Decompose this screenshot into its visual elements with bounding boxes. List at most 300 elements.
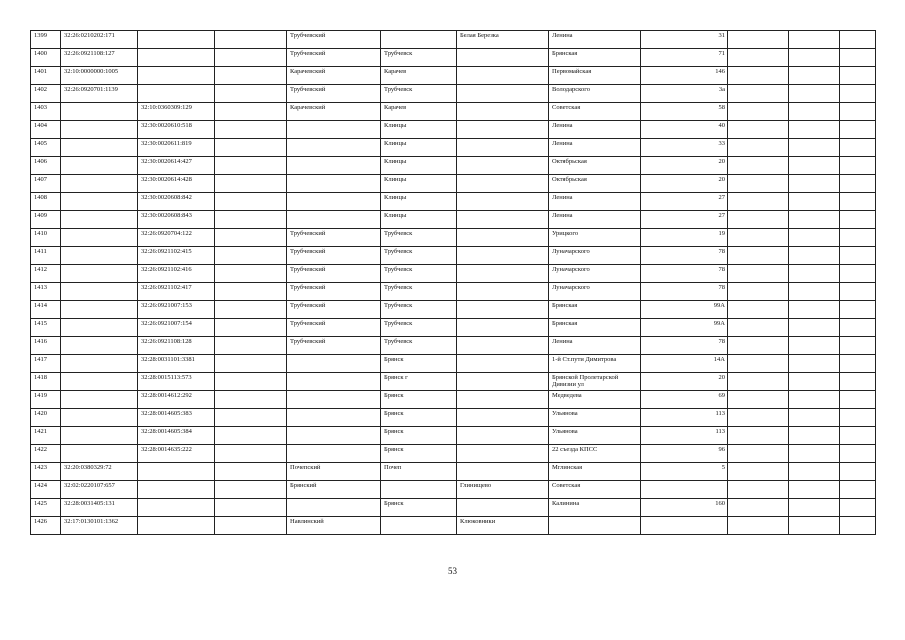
cell-empty-col [215,517,287,535]
cell-extra-col-2 [789,355,840,373]
cell-empty-col [215,103,287,121]
cell-district [287,175,381,193]
cell-settlement [457,121,549,139]
cell-cadastral-number [61,409,138,427]
cell-empty-col [215,427,287,445]
cell-street: Ленина [549,139,641,157]
cell-cadastral-number-2: 32:26:0921108:128 [138,337,215,355]
cell-house-number: 96 [641,445,728,463]
cell-cadastral-number: 32:10:0000000:1005 [61,67,138,85]
cell-district [287,355,381,373]
cell-extra-col-2 [789,517,840,535]
table-row [31,481,876,499]
cell-extra-col-1 [728,301,789,319]
cell-cadastral-number-2: 32:26:0920704:122 [138,229,215,247]
cell-cadastral-number [61,391,138,409]
cell-extra-col-2 [789,175,840,193]
cell-cadastral-number: 32:02:0220107:657 [61,481,138,499]
cell-district [287,427,381,445]
cell-extra-col-3 [840,49,876,67]
cell-extra-col-2 [789,157,840,175]
cell-extra-col-1 [728,175,789,193]
cell-cadastral-number-2 [138,49,215,67]
cell-cadastral-number [61,301,138,319]
cell-row-number: 1421 [31,427,61,445]
cell-cadastral-number-2: 32:30:0020608:843 [138,211,215,229]
cell-settlement [457,175,549,193]
cell-cadastral-number [61,157,138,175]
cell-cadastral-number-2: 32:28:0014605:384 [138,427,215,445]
cell-city: Клинцы [381,121,457,139]
cell-extra-col-3 [840,265,876,283]
cell-street: 22 съезда КПСС [549,445,641,463]
cell-extra-col-1 [728,67,789,85]
cell-street: Луначарского [549,265,641,283]
cell-extra-col-2 [789,445,840,463]
cell-settlement [457,229,549,247]
cell-extra-col-2 [789,193,840,211]
cell-house-number: 71 [641,49,728,67]
cell-district: Трубчевский [287,265,381,283]
cell-empty-col [215,301,287,319]
cell-extra-col-2 [789,121,840,139]
cell-extra-col-3 [840,67,876,85]
cell-cadastral-number-2: 32:26:0921102:415 [138,247,215,265]
cell-house-number: 113 [641,409,728,427]
cell-city: Трубчевск [381,319,457,337]
cell-extra-col-2 [789,301,840,319]
table-row [31,31,876,49]
cell-cadastral-number [61,445,138,463]
cell-city: Брянск [381,445,457,463]
cell-extra-col-3 [840,283,876,301]
cell-district [287,121,381,139]
cell-house-number: 146 [641,67,728,85]
cell-house-number: 20 [641,157,728,175]
cell-extra-col-1 [728,355,789,373]
cell-extra-col-1 [728,445,789,463]
cell-settlement [457,283,549,301]
cell-city: Брянск [381,427,457,445]
cell-extra-col-2 [789,67,840,85]
cell-city: Почеп [381,463,457,481]
cell-street: Советская [549,103,641,121]
cell-cadastral-number-2: 32:30:0020614:427 [138,157,215,175]
cell-extra-col-2 [789,211,840,229]
cell-settlement [457,139,549,157]
cell-street: Октябрьская [549,175,641,193]
cell-empty-col [215,445,287,463]
cell-street: Ленина [549,211,641,229]
cell-extra-col-3 [840,391,876,409]
cell-extra-col-1 [728,247,789,265]
cell-settlement [457,247,549,265]
cell-cadastral-number [61,211,138,229]
cell-extra-col-1 [728,31,789,49]
cell-row-number: 1417 [31,355,61,373]
cell-extra-col-3 [840,229,876,247]
cell-empty-col [215,319,287,337]
cell-extra-col-3 [840,121,876,139]
cell-district [287,391,381,409]
cell-extra-col-1 [728,157,789,175]
cell-district [287,409,381,427]
cell-settlement [457,85,549,103]
cell-cadastral-number-2 [138,67,215,85]
cell-district: Трубчевский [287,301,381,319]
cell-district: Трубчевский [287,319,381,337]
cell-street: Брянская [549,49,641,67]
cell-city: Клинцы [381,211,457,229]
cell-extra-col-3 [840,373,876,391]
cell-row-number: 1412 [31,265,61,283]
cell-extra-col-1 [728,373,789,391]
table-row [31,175,876,193]
cell-house-number: 20 [641,373,728,391]
cell-row-number: 1420 [31,409,61,427]
cell-street: Брянской Пролетарской Дивизии ул [549,373,641,391]
cell-empty-col [215,355,287,373]
cell-house-number: 99А [641,319,728,337]
cell-cadastral-number [61,247,138,265]
cell-settlement: Глинищево [457,481,549,499]
cell-house-number: 14А [641,355,728,373]
cell-row-number: 1414 [31,301,61,319]
cell-row-number: 1406 [31,157,61,175]
cell-street: Ленина [549,121,641,139]
cell-cadastral-number: 32:17:0130101:1362 [61,517,138,535]
cell-row-number: 1400 [31,49,61,67]
cell-extra-col-1 [728,319,789,337]
table-row [31,229,876,247]
cell-extra-col-3 [840,301,876,319]
cell-settlement [457,409,549,427]
cell-row-number: 1411 [31,247,61,265]
cell-row-number: 1401 [31,67,61,85]
cell-city [381,481,457,499]
cell-house-number [641,481,728,499]
cell-extra-col-2 [789,337,840,355]
cell-row-number: 1399 [31,31,61,49]
cell-house-number [641,517,728,535]
cell-settlement [457,193,549,211]
cell-empty-col [215,265,287,283]
cell-extra-col-1 [728,85,789,103]
cell-district [287,373,381,391]
cell-row-number: 1402 [31,85,61,103]
cell-extra-col-1 [728,265,789,283]
cell-settlement [457,445,549,463]
table-row [31,301,876,319]
cell-house-number: 69 [641,391,728,409]
cell-settlement [457,301,549,319]
cell-settlement [457,463,549,481]
cell-extra-col-1 [728,517,789,535]
cell-empty-col [215,67,287,85]
cell-empty-col [215,229,287,247]
cell-cadastral-number [61,283,138,301]
cell-house-number: 3а [641,85,728,103]
cell-house-number: 27 [641,193,728,211]
cell-street: Брянская [549,319,641,337]
cell-empty-col [215,157,287,175]
cell-cadastral-number [61,265,138,283]
cell-district: Карачевский [287,67,381,85]
cell-cadastral-number-2: 32:28:0014612:292 [138,391,215,409]
cell-house-number: 160 [641,499,728,517]
cell-extra-col-3 [840,337,876,355]
cell-city: Трубчевск [381,229,457,247]
cell-cadastral-number-2: 32:30:0020611:819 [138,139,215,157]
cell-empty-col [215,121,287,139]
cell-city: Клинцы [381,157,457,175]
cell-extra-col-1 [728,283,789,301]
cell-extra-col-1 [728,337,789,355]
cell-empty-col [215,247,287,265]
cell-cadastral-number-2: 32:26:0921007:153 [138,301,215,319]
table-row [31,355,876,373]
cell-city [381,31,457,49]
cell-city [381,517,457,535]
cell-empty-col [215,481,287,499]
cell-cadastral-number-2 [138,31,215,49]
cell-extra-col-1 [728,481,789,499]
table-row [31,337,876,355]
table-row [31,427,876,445]
cell-row-number: 1407 [31,175,61,193]
cell-extra-col-3 [840,463,876,481]
cell-row-number: 1408 [31,193,61,211]
cell-district: Трубчевский [287,337,381,355]
cell-city: Брянск [381,499,457,517]
cell-city: Карачев [381,67,457,85]
cell-city: Клинцы [381,139,457,157]
cell-extra-col-1 [728,499,789,517]
cell-house-number: 78 [641,283,728,301]
cell-district [287,499,381,517]
cell-extra-col-2 [789,319,840,337]
cell-extra-col-2 [789,247,840,265]
cell-extra-col-3 [840,247,876,265]
cell-city: Трубчевск [381,265,457,283]
cell-district: Трубчевский [287,229,381,247]
cell-settlement [457,355,549,373]
cell-row-number: 1405 [31,139,61,157]
cell-row-number: 1410 [31,229,61,247]
cell-settlement [457,337,549,355]
table-row [31,49,876,67]
cell-settlement [457,499,549,517]
cell-cadastral-number [61,427,138,445]
cell-empty-col [215,211,287,229]
cell-street: Мглинская [549,463,641,481]
cell-extra-col-1 [728,229,789,247]
cell-extra-col-3 [840,139,876,157]
cell-city: Клинцы [381,175,457,193]
cell-city: Брянск [381,391,457,409]
cell-row-number: 1404 [31,121,61,139]
table-row [31,139,876,157]
cell-row-number: 1415 [31,319,61,337]
cell-extra-col-3 [840,211,876,229]
table-row [31,445,876,463]
cell-cadastral-number [61,175,138,193]
cell-street: Луначарского [549,283,641,301]
cell-district: Трубчевский [287,247,381,265]
cell-extra-col-2 [789,283,840,301]
cell-extra-col-2 [789,139,840,157]
cell-house-number: 113 [641,427,728,445]
cell-district [287,193,381,211]
cell-house-number: 40 [641,121,728,139]
table-body [31,31,876,535]
cell-district [287,139,381,157]
cell-extra-col-3 [840,499,876,517]
cell-city: Трубчевск [381,247,457,265]
cell-extra-col-1 [728,103,789,121]
table-row [31,283,876,301]
cell-cadastral-number: 32:28:0031405:131 [61,499,138,517]
table-row [31,247,876,265]
cell-extra-col-3 [840,193,876,211]
cell-extra-col-2 [789,85,840,103]
cell-cadastral-number-2 [138,517,215,535]
cell-street: Брянская [549,301,641,319]
cell-extra-col-1 [728,427,789,445]
cell-street [549,517,641,535]
table-row [31,463,876,481]
cell-extra-col-2 [789,49,840,67]
cell-cadastral-number [61,355,138,373]
cell-house-number: 58 [641,103,728,121]
cell-empty-col [215,391,287,409]
cell-cadastral-number-2 [138,85,215,103]
cell-settlement [457,157,549,175]
cell-city: Трубчевск [381,85,457,103]
cell-street: Володарского [549,85,641,103]
cell-row-number: 1424 [31,481,61,499]
cell-extra-col-2 [789,229,840,247]
cell-extra-col-2 [789,499,840,517]
table-row [31,157,876,175]
table-row [31,67,876,85]
cell-extra-col-2 [789,103,840,121]
cell-extra-col-1 [728,463,789,481]
cell-settlement [457,373,549,391]
cell-city: Трубчевск [381,337,457,355]
table-row [31,517,876,535]
cell-city: Трубчевск [381,283,457,301]
cell-house-number: 99А [641,301,728,319]
cell-row-number: 1413 [31,283,61,301]
cell-empty-col [215,85,287,103]
table-row [31,391,876,409]
cell-cadastral-number [61,319,138,337]
cell-city: Трубчевск [381,301,457,319]
cell-extra-col-3 [840,481,876,499]
cell-extra-col-2 [789,265,840,283]
cell-extra-col-2 [789,427,840,445]
cell-city: Брянск [381,355,457,373]
cell-district: Трубчевский [287,49,381,67]
cell-house-number: 31 [641,31,728,49]
cell-street: Калинина [549,499,641,517]
cell-empty-col [215,409,287,427]
table-row [31,211,876,229]
cell-extra-col-3 [840,355,876,373]
cell-extra-col-2 [789,463,840,481]
cell-cadastral-number: 32:26:0921108:127 [61,49,138,67]
cell-cadastral-number-2: 32:26:0921102:416 [138,265,215,283]
cell-district [287,157,381,175]
cell-extra-col-2 [789,391,840,409]
cell-street: Первомайская [549,67,641,85]
cell-house-number: 78 [641,265,728,283]
cell-extra-col-1 [728,49,789,67]
cell-cadastral-number-2 [138,499,215,517]
page-number: 53 [448,566,457,576]
cell-extra-col-2 [789,481,840,499]
cell-empty-col [215,463,287,481]
cell-empty-col [215,31,287,49]
cell-extra-col-3 [840,103,876,121]
cell-city: Карачев [381,103,457,121]
table-row [31,319,876,337]
cell-settlement: Клюковники [457,517,549,535]
cell-cadastral-number [61,139,138,157]
cell-settlement: Белая Березка [457,31,549,49]
cell-cadastral-number: 32:26:0210202:171 [61,31,138,49]
cell-district: Трубчевский [287,31,381,49]
cell-extra-col-3 [840,175,876,193]
cell-extra-col-3 [840,31,876,49]
cell-city: Брянск г [381,373,457,391]
cell-row-number: 1425 [31,499,61,517]
cell-extra-col-3 [840,409,876,427]
cell-cadastral-number [61,103,138,121]
cell-district: Карачевский [287,103,381,121]
cell-extra-col-2 [789,409,840,427]
cell-empty-col [215,337,287,355]
cell-extra-col-3 [840,319,876,337]
cell-extra-col-2 [789,373,840,391]
table-row [31,265,876,283]
cell-extra-col-3 [840,445,876,463]
cell-cadastral-number-2: 32:28:0014635:222 [138,445,215,463]
cell-settlement [457,265,549,283]
cell-settlement [457,391,549,409]
cell-house-number: 78 [641,247,728,265]
cell-cadastral-number-2: 32:28:0014605:383 [138,409,215,427]
cell-cadastral-number: 32:20:0380329:72 [61,463,138,481]
cell-city: Брянск [381,409,457,427]
cell-cadastral-number [61,337,138,355]
cell-city: Клинцы [381,193,457,211]
cell-extra-col-1 [728,121,789,139]
cell-empty-col [215,499,287,517]
cell-house-number: 20 [641,175,728,193]
cell-empty-col [215,175,287,193]
cell-cadastral-number [61,193,138,211]
cell-house-number: 19 [641,229,728,247]
cell-street: Советская [549,481,641,499]
cell-settlement [457,103,549,121]
cell-row-number: 1422 [31,445,61,463]
cell-empty-col [215,139,287,157]
cell-row-number: 1416 [31,337,61,355]
cell-cadastral-number-2: 32:10:0360309:129 [138,103,215,121]
cell-cadastral-number-2: 32:30:0020614:428 [138,175,215,193]
